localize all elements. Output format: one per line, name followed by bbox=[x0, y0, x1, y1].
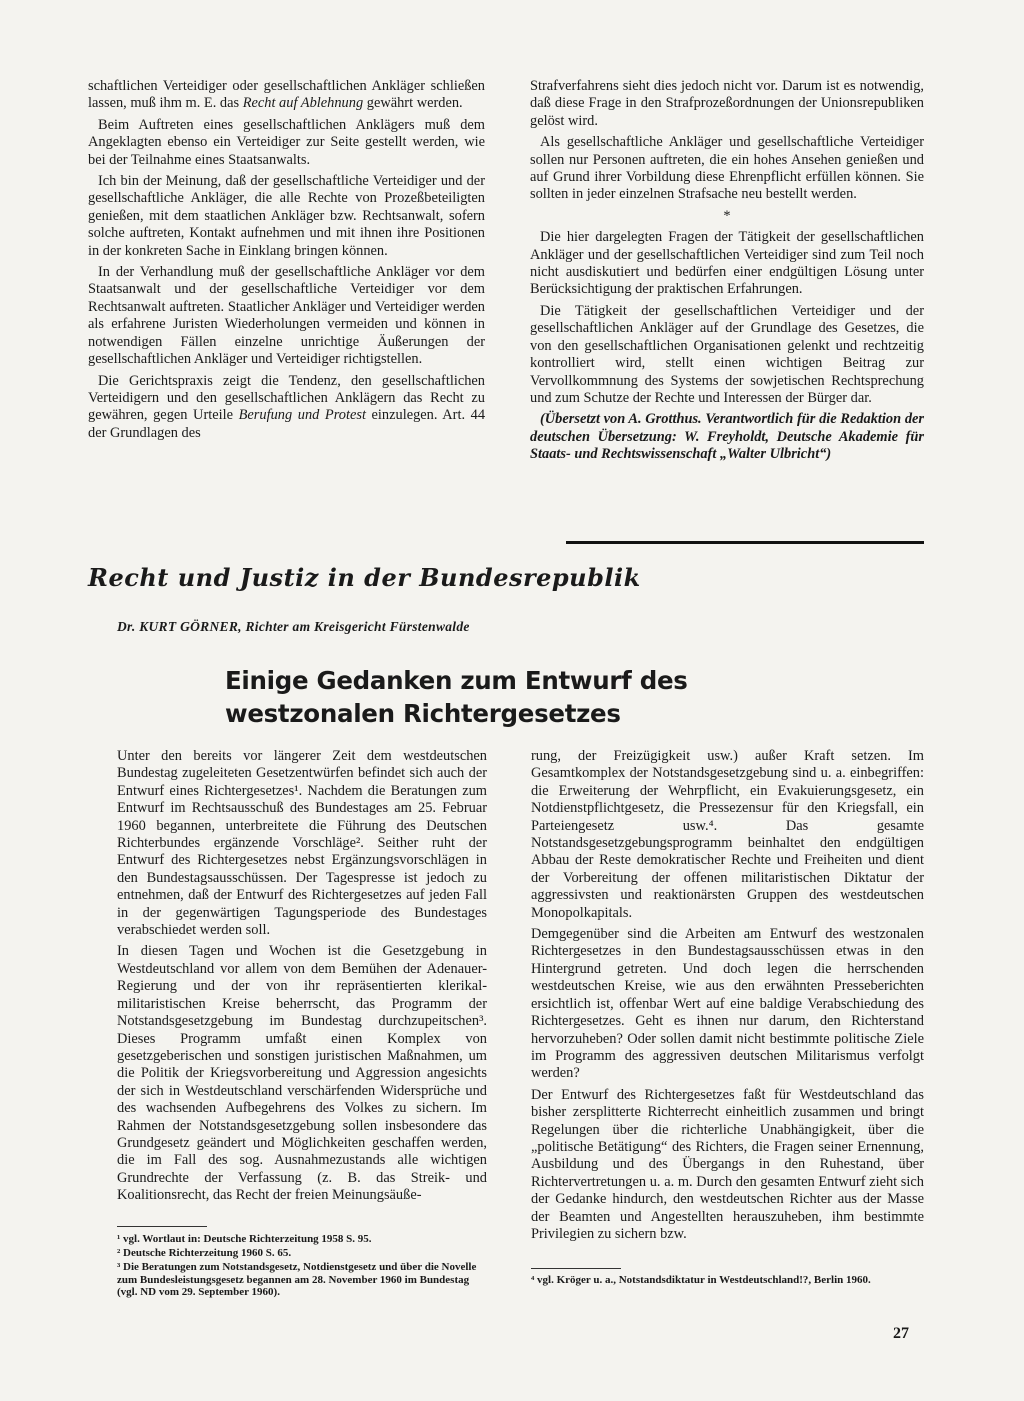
paragraph: schaftlichen Verteidiger oder gesellschaftlichen Ankläger schließen lassen, muß ihm m. E. das Recht auf Ablehnung gewährt werden. bbox=[88, 78, 485, 112]
paragraph: Ich bin der Meinung, daß der gesellschaftliche Verteidiger und der gesellschaftliche Ankläger, die alle Rechte von Prozeßbeteiligten genießen, mit dem staatlichen Ankläger bzw. Rechtsanwalt, sofern solche auftreten, Kontakt aufnehmen und mit ihnen ihre Positionen in der konkreten Sache in Einklang bringen können. bbox=[88, 173, 485, 259]
paragraph: Beim Auftreten eines gesellschaftlichen Anklägers muß dem Angeklagten ebenso ein Verteidiger zur Seite gestellt werden, wie bei der Teilnahme eines Staatsanwalts. bbox=[88, 116, 485, 168]
paragraph: Strafverfahrens sieht dies jedoch nicht vor. Darum ist es notwendig, daß diese Frage in den Strafprozeßordnungen der Unionsrepubliken gelöst wird. bbox=[530, 78, 924, 129]
footnote: ¹ vgl. Wortlaut in: Deutsche Richterzeitung 1958 S. 95. bbox=[117, 1233, 372, 1245]
section-title: Recht und Justiz in der Bundesrepublik bbox=[88, 563, 641, 592]
paragraph: Als gesellschaftliche Ankläger und gesellschaftliche Verteidiger sollen nur Personen auftreten, die ein hohes Ansehen genießen und auf Grund ihrer Vorbildung diese Ehrenpflicht erfüllen können. Sie sollten in jeder einzelnen Strafsache neu bestellt werden. bbox=[530, 134, 924, 203]
paragraph: In der Verhandlung muß der gesellschaftliche Ankläger vor dem Staatsanwalt und der gesellschaftliche Verteidiger vor dem Rechtsanwalt auftreten. Staatlicher Ankläger und Verteidiger werden als erfahrene Juristen Wiederholungen vermeiden und können in notwendigen Fällen einzelne unrichtige Äußerungen der gesellschaftlichen Ankläger und Verteidiger richtigstellen. bbox=[88, 264, 485, 368]
footnotes-left bbox=[117, 1233, 487, 1300]
footnote: ² Deutsche Richterzeitung 1960 S. 65. bbox=[117, 1247, 292, 1260]
bottom-left-column bbox=[117, 748, 487, 1209]
paragraph: Demgegenüber sind die Arbeiten am Entwurf des westzonalen Richtergesetzes in den Bundestagsausschüssen etwas in den Hintergrund getreten. Und doch legen die herrschenden westdeutschen Kreise, wie aus den erwähnten Presseberichten ersichtlich ist, offenbar Wert auf eine baldige Verabschiedung des Richtergesetzes. Geht es ihnen nur darum, den Richterstand hervorzuheben? Oder sollen damit nicht bestimmte politische Ziele im Programm des aggressiven deutschen Militarismus verfolgt werden? bbox=[531, 926, 924, 1082]
footnote-rule bbox=[531, 1268, 621, 1269]
footnote: ⁴ vgl. Kröger u. a., Notstandsdiktatur in Westdeutschland!?, Berlin 1960. bbox=[531, 1274, 871, 1286]
bottom-right-column bbox=[531, 748, 924, 1247]
translation-credit: (Übersetzt von A. Grotthus. Verantwortlich für die Redaktion der deutschen Übersetzung: W. Freyholdt, Deutsche Akademie für Staats- und Rechtswissenschaft „Walter Ulbricht“) bbox=[530, 411, 924, 463]
page-number: 27 bbox=[893, 1325, 909, 1342]
paragraph: rung, der Freizügigkeit usw.) außer Kraft setzen. Im Gesamtkomplex der Notstandsgesetzgebung sind u. a. einbegriffen: die Erweiterung der Wehrpflicht, ein Evakuierungsgesetz, ein Notdienstpflichtgesetz, die Pressezensur für den Kriegsfall, ein Parteiengesetz usw.⁴. Das gesamte Notstandsgesetzgebungsprogramm beinhaltet den endgültigen Abbau der Reste demokratischer Rechte und Freiheiten und dient der Vorbereitung der offenen militaristischen Diktatur der aggressivsten und reaktionärsten Gruppen des westdeutschen Monopolkapitals. bbox=[531, 748, 924, 921]
divider-rule bbox=[566, 541, 924, 544]
section-separator: * bbox=[723, 207, 731, 224]
footnote-rule bbox=[117, 1226, 207, 1227]
paragraph: Unter den bereits vor längerer Zeit dem westdeutschen Bundestag zugeleiteten Gesetzentwürfen befindet sich auch der Entwurf eines Richtergesetzes¹. Nachdem die Beratungen zum Entwurf im Rechtsausschuß des Bundestages am 25. Februar 1960 begannen, unterbreitete die Führung des Deutschen Richterbundes ergänzende Vorschläge². Seither ruht der Entwurf des Richtergesetzes nebst Ergänzungsvorschlägen in den Bundestagsausschüssen. Der Tagespresse ist jedoch zu entnehmen, daß der Entwurf des Richtergesetzes auf jeden Fall in der gegenwärtigen Tagungsperiode des Bundestages verabschiedet werden soll. bbox=[117, 748, 487, 939]
top-left-column bbox=[88, 78, 485, 446]
top-right-column bbox=[530, 78, 924, 468]
paragraph: Die Tätigkeit der gesellschaftlichen Verteidiger und der gesellschaftlichen Ankläger auf der Grundlage des Gesetzes, die von den gesellschaftlichen Organisationen gelenkt und rechtzeitig kontrolliert wird, stellt einen wichtigen Beitrag zur Vervollkommnung des Systems der sowjetischen Rechtsprechung und zum Schutze der Rechte und Interessen der Bürger dar. bbox=[530, 302, 924, 406]
footnote: ³ Die Beratungen zum Notstandsgesetz, Notdienstgesetz und über die Novelle zum Bundesleistungsgesetz begannen am 28. November 1960 im Bundestag (vgl. ND vom 29. September 1960). bbox=[117, 1261, 477, 1298]
footnotes-right bbox=[531, 1274, 924, 1288]
paragraph: Die hier dargelegten Fragen der Tätigkeit der gesellschaftlichen Ankläger und der gesellschaftlichen Verteidiger sind zum Teil noch nicht ausdiskutiert und bedürfen einer endgültigen Lösung unter Berücksichtigung der praktischen Erfahrungen. bbox=[530, 229, 924, 298]
paragraph: Der Entwurf des Richtergesetzes faßt für Westdeutschland das bisher zersplitterte Richterrecht einheitlich zusammen und bringt Regelungen über die richterliche Unabhängigkeit, über die „politische Betätigung“ des Richters, die Fragen seiner Ernennung, Ausbildung und des Übergangs in den Ruhestand, über Richtervertretungen u. a. m. Durch den gesamten Entwurf zieht sich der Gedanke hindurch, den westdeutschen Richter aus der Masse der Beamten und Angestellten herauszuheben, ihm bestimmte Privilegien zu sichern bzw. bbox=[531, 1086, 924, 1242]
author-line: Dr. KURT GÖRNER, Richter am Kreisgericht Fürstenwalde bbox=[117, 619, 470, 634]
paragraph: In diesen Tagen und Wochen ist die Gesetzgebung in Westdeutschland vor allem von dem Bemühen der Adenauer-Regierung und der von ihr repräsentierten klerikal-militaristischen Kreise beherrscht, das Programm der Notstandsgesetzgebung im Bundestag durchzupeitschen³. Dieses Programm umfaßt einen Komplex von gesetzgeberischen und sonstigen juristischen Maßnahmen, um die Politik der Kriegsvorbereitung und Aggression angesichts der sich in Westdeutschland verschärfenden Widersprüche und des wachsenden Aufbegehrens des Volkes zu sichern. Im Rahmen der Notstandsgesetzgebung sollen insbesondere das Grundgesetz geändert und Möglichkeiten geschaffen werden, die im Fall des sog. Ausnahmezustands alle wichtigen Grundrechte der Verfassung (z. B. das Streik- und Koalitionsrecht, das Recht der freien Meinungsäuße- bbox=[117, 943, 487, 1204]
paragraph: Die Gerichtspraxis zeigt die Tendenz, den gesellschaftlichen Verteidigern und den gesellschaftlichen Anklägern das Recht zu gewähren, gegen Urteile Berufung und Protest einzulegen. Art. 44 der Grundlagen des bbox=[88, 372, 486, 441]
article-headline: Einige Gedanken zum Entwurf des westzonalen Richtergesetzes bbox=[225, 666, 688, 728]
